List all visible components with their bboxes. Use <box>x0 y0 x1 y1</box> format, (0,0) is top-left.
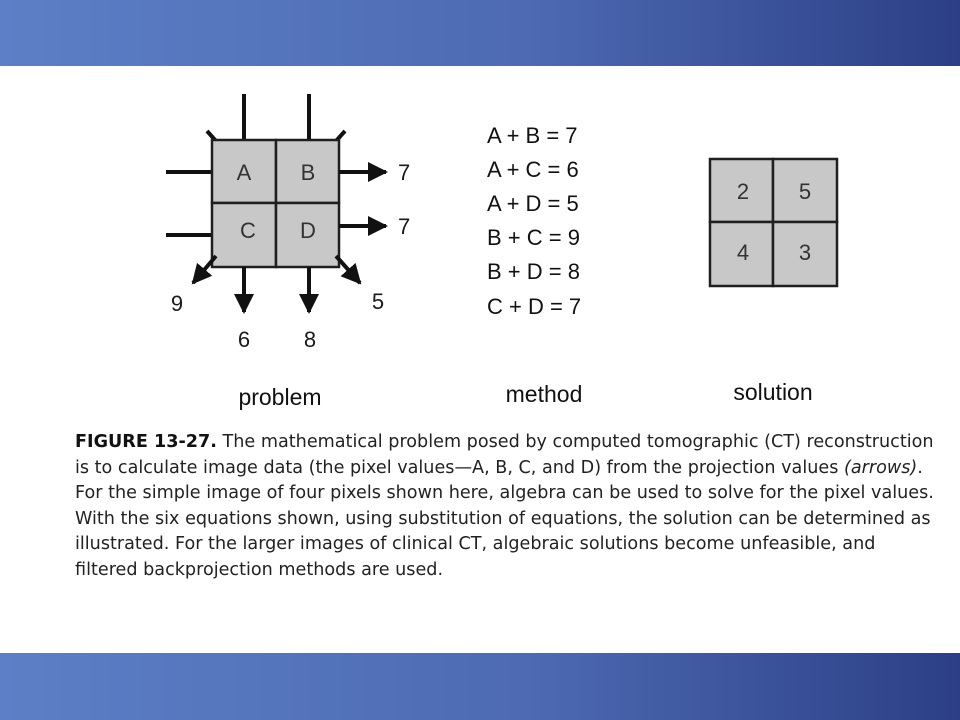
slide-content <box>0 66 960 653</box>
caption-text-2: . For the simple image of four pixels shown here, algebra can be used to solve for the pixel values. With the six equations shown, using substitution of equations, the solution can be determined as illustrated. For the larger images of clinical CT, algebraic solutions become unfeasible, and filtered backprojection methods are used. <box>75 457 934 580</box>
figure-label: FIGURE 13-27. <box>75 432 217 452</box>
figure-caption <box>75 430 935 584</box>
solution-label: solution <box>733 379 813 405</box>
diag-sum-right: 5 <box>371 289 385 314</box>
bottom-banner <box>0 653 960 720</box>
arrow-diag-right <box>336 256 360 283</box>
col-sum-1: 6 <box>237 327 251 352</box>
equation-3: A + D = 5 <box>487 191 579 216</box>
problem-diagram <box>166 94 410 410</box>
arrow-diag-left <box>193 256 216 283</box>
solution-value-b: 5 <box>798 179 812 204</box>
top-banner <box>0 0 960 66</box>
cell-b-label: B <box>300 160 316 185</box>
method-label: method <box>505 381 583 407</box>
method-equations <box>487 123 582 407</box>
row-sum-2: 7 <box>398 214 411 239</box>
equation-5: B + D = 8 <box>487 259 580 284</box>
solution-diagram <box>710 159 837 405</box>
cell-c-label: C <box>240 218 256 243</box>
cell-d-label: D <box>300 218 316 243</box>
diag-sum-left: 9 <box>170 291 184 316</box>
solution-value-c: 4 <box>736 240 750 265</box>
equation-4: B + C = 9 <box>487 225 580 250</box>
equation-2: A + C = 6 <box>487 157 579 182</box>
problem-label: problem <box>238 384 322 410</box>
caption-text-1: The mathematical problem posed by computed tomographic (CT) reconstruction is to calculate image data (the pixel values—A, B, C, and D) from the projection values <box>75 432 934 478</box>
equation-6: C + D = 7 <box>487 294 582 319</box>
cell-a-label: A <box>236 160 252 185</box>
col-sum-2: 8 <box>303 327 317 352</box>
row-sum-1: 7 <box>398 160 411 185</box>
equation-1: A + B = 7 <box>487 123 578 148</box>
solution-value-a: 2 <box>736 179 750 204</box>
caption-text-italic: (arrows) <box>843 457 918 478</box>
solution-value-d: 3 <box>798 240 812 265</box>
